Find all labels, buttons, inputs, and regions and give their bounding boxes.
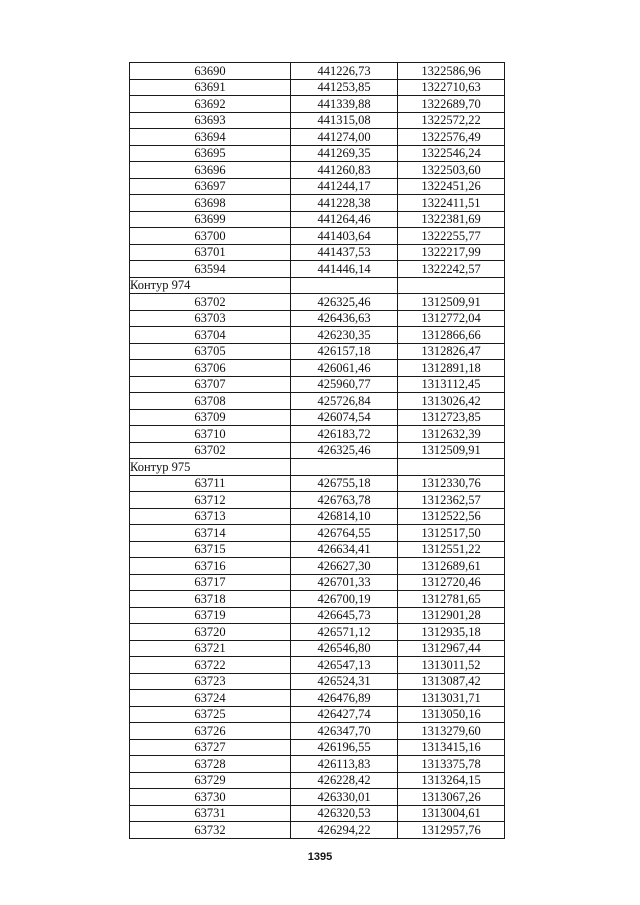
contour-header-row [130, 459, 505, 476]
point-number-cell: 63725 [130, 706, 291, 723]
x-coordinate-cell: 441274,00 [291, 129, 398, 146]
point-number-cell: 63722 [130, 657, 291, 674]
point-number-cell: 63691 [130, 79, 291, 96]
x-coordinate-cell: 441244,17 [291, 178, 398, 195]
y-coordinate-cell: 1312551,22 [398, 541, 505, 558]
x-coordinate-cell: 426476,89 [291, 690, 398, 707]
table-row [130, 525, 505, 542]
x-coordinate-cell [291, 459, 398, 476]
table-row [130, 706, 505, 723]
table-row [130, 211, 505, 228]
table-row [130, 228, 505, 245]
x-coordinate-cell: 426645,73 [291, 607, 398, 624]
x-coordinate-cell: 426755,18 [291, 475, 398, 492]
y-coordinate-cell: 1312689,61 [398, 558, 505, 575]
point-number-cell: 63716 [130, 558, 291, 575]
x-coordinate-cell: 426547,13 [291, 657, 398, 674]
point-number-cell: 63704 [130, 327, 291, 344]
table-row [130, 96, 505, 113]
point-number-cell: 63724 [130, 690, 291, 707]
y-coordinate-cell: 1312967,44 [398, 640, 505, 657]
point-number-cell: 63723 [130, 673, 291, 690]
table-row [130, 492, 505, 509]
y-coordinate-cell: 1312866,66 [398, 327, 505, 344]
y-coordinate-cell: 1313004,61 [398, 805, 505, 822]
x-coordinate-cell: 441228,38 [291, 195, 398, 212]
table-row [130, 475, 505, 492]
table-row [130, 162, 505, 179]
table-row [130, 640, 505, 657]
y-coordinate-cell: 1312935,18 [398, 624, 505, 641]
point-number-cell: 63721 [130, 640, 291, 657]
point-number-cell: 63707 [130, 376, 291, 393]
y-coordinate-cell: 1312772,04 [398, 310, 505, 327]
x-coordinate-cell: 426113,83 [291, 756, 398, 773]
point-number-cell: 63717 [130, 574, 291, 591]
y-coordinate-cell: 1322411,51 [398, 195, 505, 212]
x-coordinate-cell: 441260,83 [291, 162, 398, 179]
y-coordinate-cell: 1322576,49 [398, 129, 505, 146]
y-coordinate-cell: 1313031,71 [398, 690, 505, 707]
y-coordinate-cell: 1313067,26 [398, 789, 505, 806]
y-coordinate-cell: 1312720,46 [398, 574, 505, 591]
x-coordinate-cell: 426196,55 [291, 739, 398, 756]
y-coordinate-cell: 1322710,63 [398, 79, 505, 96]
table-row [130, 360, 505, 377]
point-number-cell: 63711 [130, 475, 291, 492]
point-number-cell: 63727 [130, 739, 291, 756]
table-row [130, 409, 505, 426]
y-coordinate-cell: 1322381,69 [398, 211, 505, 228]
y-coordinate-cell: 1322572,22 [398, 112, 505, 129]
point-number-cell: 63726 [130, 723, 291, 740]
x-coordinate-cell: 426074,54 [291, 409, 398, 426]
table-row [130, 261, 505, 278]
y-coordinate-cell: 1313279,60 [398, 723, 505, 740]
x-coordinate-cell: 425726,84 [291, 393, 398, 410]
y-coordinate-cell: 1312957,76 [398, 822, 505, 839]
table-row [130, 673, 505, 690]
x-coordinate-cell: 441437,53 [291, 244, 398, 261]
table-row [130, 657, 505, 674]
contour-header-row [130, 277, 505, 294]
point-number-cell: 63692 [130, 96, 291, 113]
x-coordinate-cell: 426814,10 [291, 508, 398, 525]
y-coordinate-cell: 1322255,77 [398, 228, 505, 245]
point-number-cell: 63712 [130, 492, 291, 509]
y-coordinate-cell: 1322586,96 [398, 63, 505, 80]
point-number-cell: 63693 [130, 112, 291, 129]
table-row [130, 426, 505, 443]
table-row [130, 558, 505, 575]
point-number-cell: 63703 [130, 310, 291, 327]
x-coordinate-cell: 426320,53 [291, 805, 398, 822]
table-row [130, 442, 505, 459]
point-number-cell: 63695 [130, 145, 291, 162]
point-number-cell: 63702 [130, 442, 291, 459]
table-row [130, 79, 505, 96]
y-coordinate-cell: 1322503,60 [398, 162, 505, 179]
y-coordinate-cell: 1313264,15 [398, 772, 505, 789]
coordinates-table [129, 62, 505, 839]
x-coordinate-cell: 426634,41 [291, 541, 398, 558]
point-number-cell: 63720 [130, 624, 291, 641]
x-coordinate-cell: 426763,78 [291, 492, 398, 509]
y-coordinate-cell: 1322689,70 [398, 96, 505, 113]
y-coordinate-cell: 1312826,47 [398, 343, 505, 360]
point-number-cell: 63701 [130, 244, 291, 261]
table-row [130, 805, 505, 822]
y-coordinate-cell: 1313087,42 [398, 673, 505, 690]
point-number-cell: 63714 [130, 525, 291, 542]
y-coordinate-cell: 1313011,52 [398, 657, 505, 674]
y-coordinate-cell: 1312723,85 [398, 409, 505, 426]
point-number-cell: 63728 [130, 756, 291, 773]
coordinates-table-body [130, 63, 505, 839]
x-coordinate-cell: 426571,12 [291, 624, 398, 641]
y-coordinate-cell [398, 277, 505, 294]
point-number-cell: 63697 [130, 178, 291, 195]
table-row [130, 739, 505, 756]
x-coordinate-cell: 426700,19 [291, 591, 398, 608]
y-coordinate-cell: 1312781,65 [398, 591, 505, 608]
table-row [130, 508, 505, 525]
table-row [130, 822, 505, 839]
point-number-cell: 63713 [130, 508, 291, 525]
point-number-cell: 63698 [130, 195, 291, 212]
x-coordinate-cell: 425960,77 [291, 376, 398, 393]
y-coordinate-cell: 1313050,16 [398, 706, 505, 723]
table-row [130, 294, 505, 311]
point-number-cell: 63719 [130, 607, 291, 624]
table-row [130, 63, 505, 80]
table-row [130, 343, 505, 360]
table-row [130, 690, 505, 707]
point-number-cell: 63690 [130, 63, 291, 80]
table-row [130, 607, 505, 624]
y-coordinate-cell: 1312330,76 [398, 475, 505, 492]
point-number-cell: 63594 [130, 261, 291, 278]
x-coordinate-cell [291, 277, 398, 294]
table-row [130, 541, 505, 558]
y-coordinate-cell [398, 459, 505, 476]
x-coordinate-cell: 441264,46 [291, 211, 398, 228]
x-coordinate-cell: 426294,22 [291, 822, 398, 839]
point-number-cell: 63730 [130, 789, 291, 806]
y-coordinate-cell: 1312632,39 [398, 426, 505, 443]
point-number-cell: 63709 [130, 409, 291, 426]
table-row [130, 129, 505, 146]
table-row [130, 178, 505, 195]
table-row [130, 310, 505, 327]
y-coordinate-cell: 1312891,18 [398, 360, 505, 377]
x-coordinate-cell: 426183,72 [291, 426, 398, 443]
x-coordinate-cell: 426627,30 [291, 558, 398, 575]
y-coordinate-cell: 1322242,57 [398, 261, 505, 278]
x-coordinate-cell: 441253,85 [291, 79, 398, 96]
table-row [130, 145, 505, 162]
table-row [130, 789, 505, 806]
page-number: 1395 [307, 851, 333, 863]
x-coordinate-cell: 426524,31 [291, 673, 398, 690]
point-number-cell: 63729 [130, 772, 291, 789]
x-coordinate-cell: 426347,70 [291, 723, 398, 740]
table-row [130, 591, 505, 608]
x-coordinate-cell: 441315,08 [291, 112, 398, 129]
y-coordinate-cell: 1312509,91 [398, 294, 505, 311]
x-coordinate-cell: 441226,73 [291, 63, 398, 80]
y-coordinate-cell: 1313415,16 [398, 739, 505, 756]
y-coordinate-cell: 1322451,26 [398, 178, 505, 195]
table-row [130, 756, 505, 773]
point-number-cell: 63700 [130, 228, 291, 245]
table-row [130, 624, 505, 641]
y-coordinate-cell: 1322546,24 [398, 145, 505, 162]
point-number-cell: 63732 [130, 822, 291, 839]
contour-label-cell: Контур 975 [130, 459, 291, 476]
x-coordinate-cell: 426764,55 [291, 525, 398, 542]
point-number-cell: 63731 [130, 805, 291, 822]
y-coordinate-cell: 1312362,57 [398, 492, 505, 509]
point-number-cell: 63696 [130, 162, 291, 179]
table-row [130, 772, 505, 789]
contour-label-cell: Контур 974 [130, 277, 291, 294]
x-coordinate-cell: 441339,88 [291, 96, 398, 113]
table-row [130, 327, 505, 344]
point-number-cell: 63718 [130, 591, 291, 608]
y-coordinate-cell: 1313026,42 [398, 393, 505, 410]
x-coordinate-cell: 426427,74 [291, 706, 398, 723]
x-coordinate-cell: 426228,42 [291, 772, 398, 789]
x-coordinate-cell: 426157,18 [291, 343, 398, 360]
x-coordinate-cell: 441446,14 [291, 261, 398, 278]
x-coordinate-cell: 426436,63 [291, 310, 398, 327]
x-coordinate-cell: 426546,80 [291, 640, 398, 657]
x-coordinate-cell: 426330,01 [291, 789, 398, 806]
x-coordinate-cell: 426230,35 [291, 327, 398, 344]
point-number-cell: 63702 [130, 294, 291, 311]
table-row [130, 574, 505, 591]
table-row [130, 393, 505, 410]
table-row [130, 112, 505, 129]
point-number-cell: 63708 [130, 393, 291, 410]
point-number-cell: 63710 [130, 426, 291, 443]
x-coordinate-cell: 426325,46 [291, 294, 398, 311]
point-number-cell: 63699 [130, 211, 291, 228]
y-coordinate-cell: 1313112,45 [398, 376, 505, 393]
point-number-cell: 63715 [130, 541, 291, 558]
x-coordinate-cell: 441269,35 [291, 145, 398, 162]
point-number-cell: 63694 [130, 129, 291, 146]
y-coordinate-cell: 1312901,28 [398, 607, 505, 624]
y-coordinate-cell: 1322217,99 [398, 244, 505, 261]
x-coordinate-cell: 426061,46 [291, 360, 398, 377]
table-row [130, 244, 505, 261]
point-number-cell: 63705 [130, 343, 291, 360]
y-coordinate-cell: 1312522,56 [398, 508, 505, 525]
y-coordinate-cell: 1312509,91 [398, 442, 505, 459]
y-coordinate-cell: 1313375,78 [398, 756, 505, 773]
x-coordinate-cell: 426701,33 [291, 574, 398, 591]
table-row [130, 376, 505, 393]
x-coordinate-cell: 426325,46 [291, 442, 398, 459]
table-row [130, 195, 505, 212]
y-coordinate-cell: 1312517,50 [398, 525, 505, 542]
x-coordinate-cell: 441403,64 [291, 228, 398, 245]
point-number-cell: 63706 [130, 360, 291, 377]
table-row [130, 723, 505, 740]
